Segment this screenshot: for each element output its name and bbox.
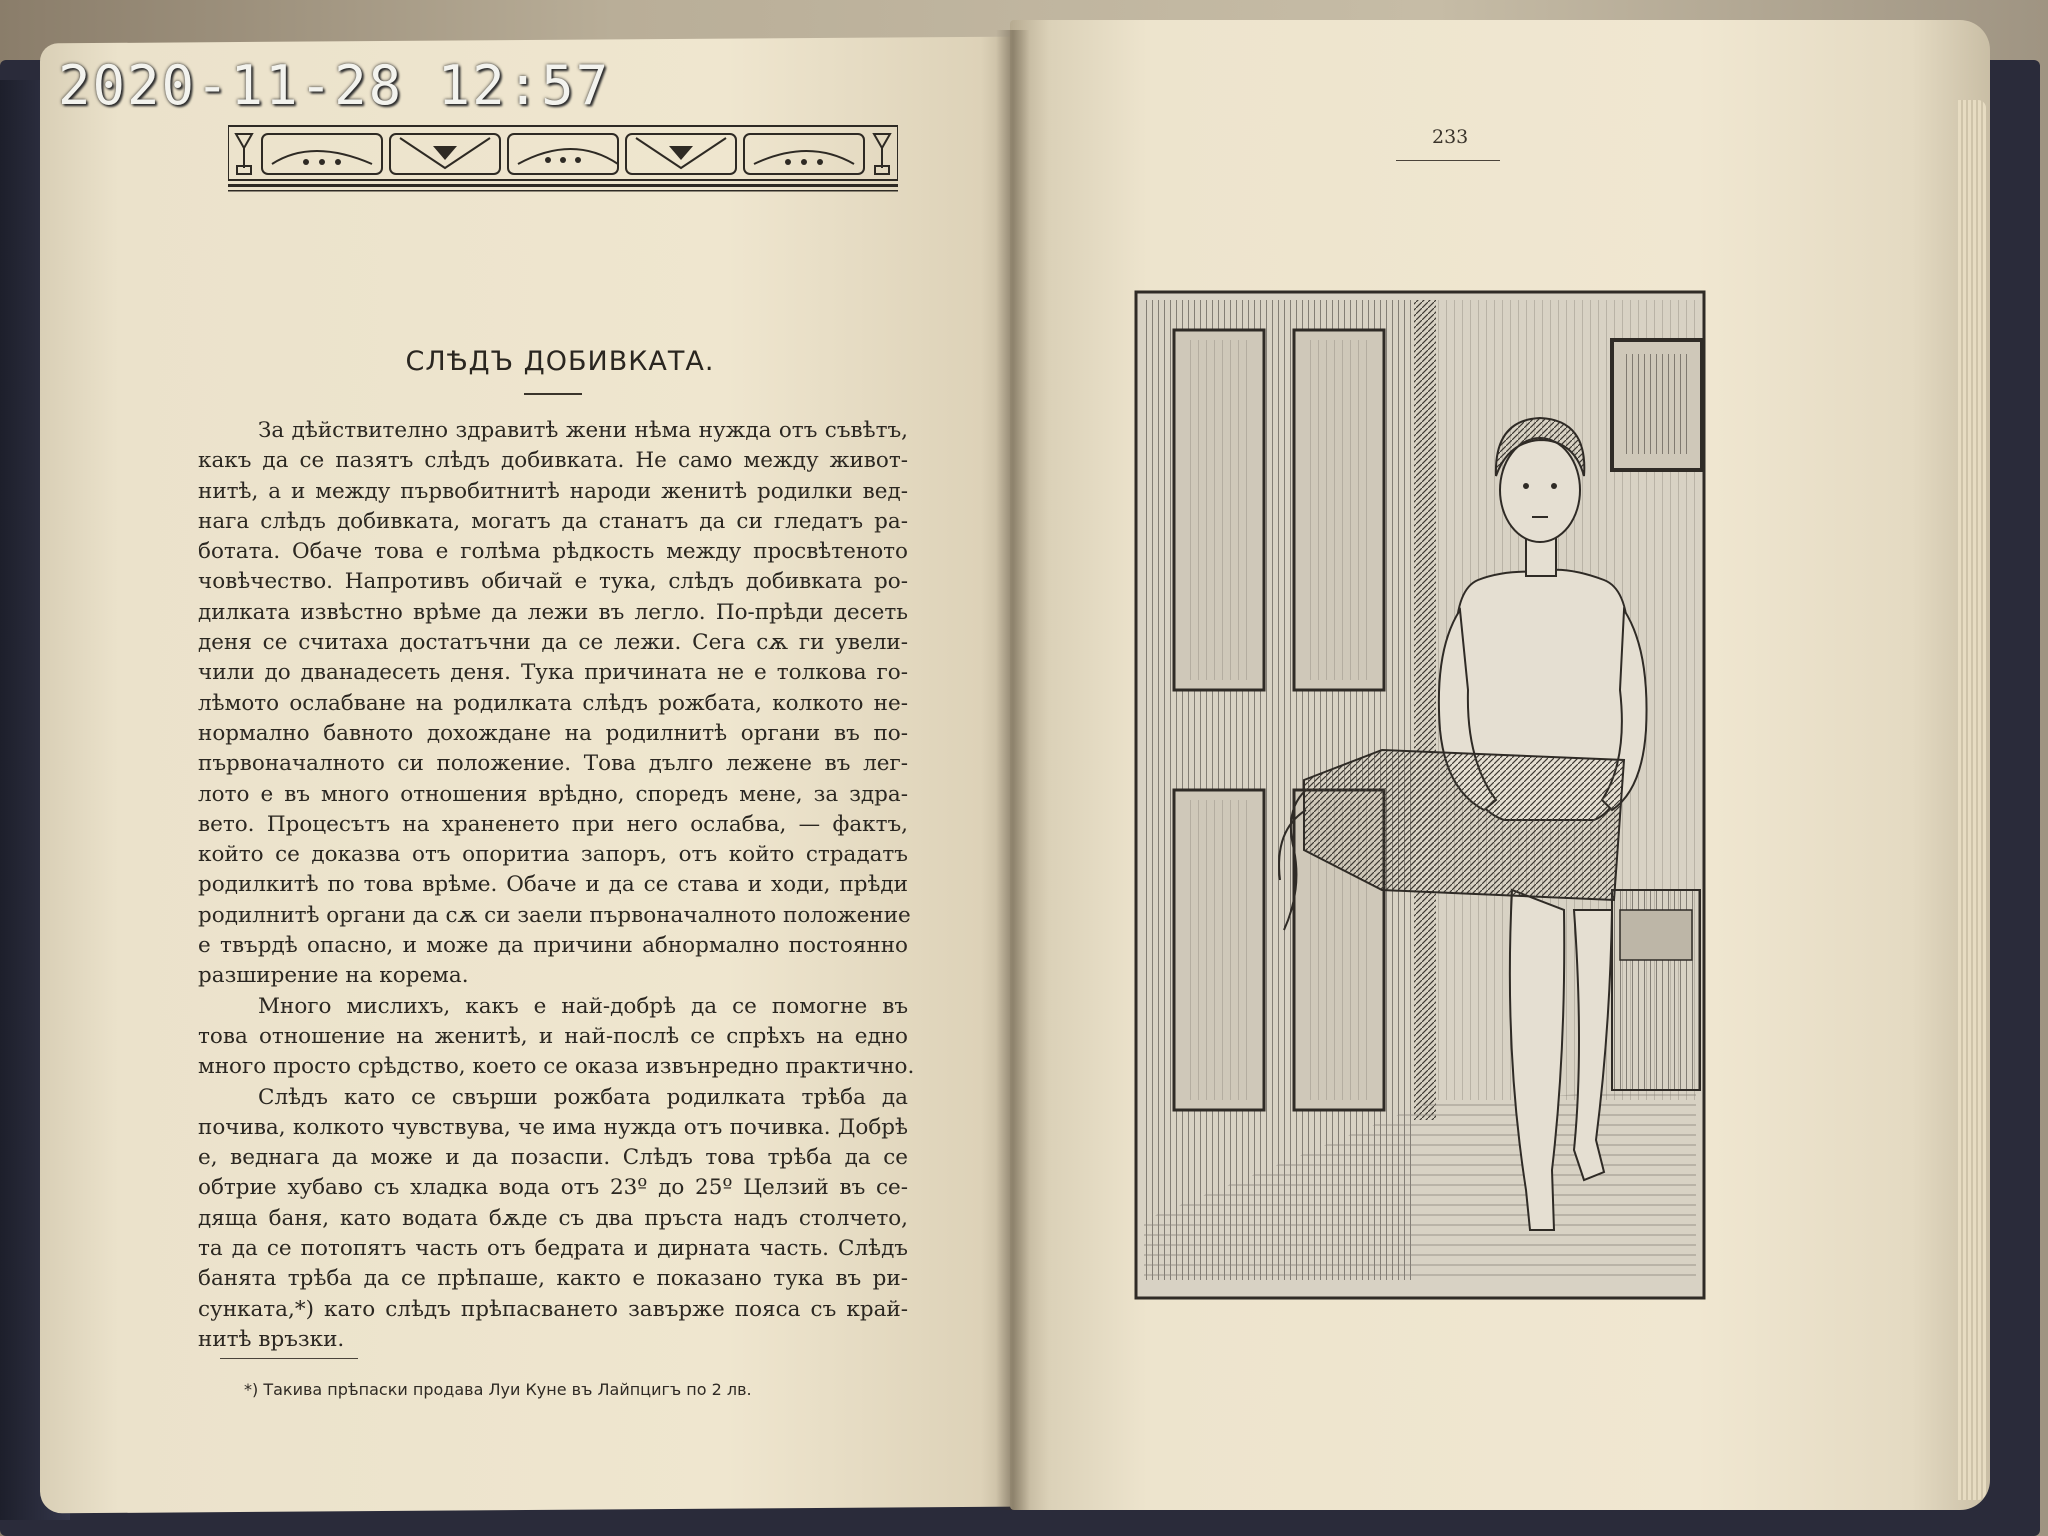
text-line: разширение на корема. bbox=[198, 963, 469, 989]
text-line: лото е въ много отношения врѣдно, споредъ мене, за здра- bbox=[198, 781, 908, 807]
text-line: дяща баня, като водата бѫде съ два пръста надъ столчето, bbox=[198, 1205, 908, 1231]
text-line: лѣмото ослабване на родилката слѣдъ рожбата, колкото не- bbox=[198, 690, 908, 716]
text-line: дилката извѣстно врѣме да лежи въ легло. По-прѣди десеть bbox=[198, 599, 908, 625]
text-line: родилкитѣ по това врѣме. Обаче и да се става и ходи, прѣди bbox=[198, 872, 908, 898]
text-line: това отношение на женитѣ, и най-послѣ се спрѣхъ на едно bbox=[198, 1023, 908, 1049]
text-line: вето. Процесътъ на храненето при него ослабва, — фактъ, bbox=[198, 811, 908, 837]
engraving-illustration bbox=[1134, 290, 1706, 1300]
text-line: нага слѣдъ добивката, могатъ да станатъ да си гледатъ ра- bbox=[198, 508, 908, 534]
text-line: който се доказва отъ опоритиа запоръ, отъ който страдатъ bbox=[198, 842, 908, 868]
page-number: 233 bbox=[1432, 126, 1469, 148]
text-line: деня се считаха достатъчни да се лежи. Сега сѫ ги увели- bbox=[198, 630, 908, 656]
text-line: Много мислихъ, какъ е най-добрѣ да се помогне въ bbox=[258, 993, 908, 1019]
page-edges bbox=[1958, 100, 1986, 1500]
chapter-heading: СЛѢДЪ ДОБИВКАТА. bbox=[405, 346, 715, 377]
heading-rule bbox=[524, 393, 582, 395]
text-line: нитѣ връзки. bbox=[198, 1326, 345, 1352]
footnote: *) Такива прѣпаски продава Луи Куне въ Лайпцигъ по 2 лв. bbox=[244, 1380, 752, 1399]
text-line: е, веднага да може и да позаспи. Слѣдъ това трѣба да се bbox=[198, 1145, 908, 1171]
text-line: обтрие хубаво съ хладка вода отъ 23º до 25º Целзий въ се- bbox=[198, 1175, 908, 1201]
text-line: почива, колкото чувствува, че има нужда отъ почивка. Добрѣ bbox=[198, 1114, 908, 1140]
text-line: нитѣ, а и между първобитнитѣ народи женитѣ родилки вед- bbox=[198, 478, 908, 504]
text-line: много просто срѣдство, което се оказа извънредно практично. bbox=[198, 1054, 915, 1080]
text-line: та да се потопятъ часть отъ бедрата и дирната часть. Слѣдъ bbox=[198, 1236, 908, 1262]
text-line: нормално бавното дохождане на родилнитѣ органи въ по- bbox=[198, 720, 908, 746]
text-line: За дѣйствително здравитѣ жени нѣма нужда отъ съвѣтъ, bbox=[258, 418, 908, 443]
body-text bbox=[198, 416, 915, 1355]
text-line: Слѣдъ като се свърши рожбата родилката трѣба да bbox=[258, 1084, 908, 1110]
text-line: сунката,*) като слѣдъ прѣпасването завърже пояса съ край- bbox=[198, 1296, 908, 1322]
text-line: първоначалното си положение. Това дълго лежене въ лег- bbox=[198, 751, 908, 777]
text-line: чили до дванадесеть деня. Тука причината не е толкова го- bbox=[198, 660, 908, 686]
spine-shadow bbox=[996, 30, 1030, 1510]
text-line: какъ да се пазятъ слѣдъ добивката. Не само между живот- bbox=[198, 448, 908, 474]
timestamp-overlay: 2020-11-28 12:57 bbox=[58, 54, 611, 117]
text-line: банята трѣба да се прѣпаше, както е показано тука въ ри- bbox=[198, 1266, 908, 1292]
footnote-rule bbox=[220, 1358, 358, 1359]
text-line: е твърдѣ опасно, и може да причини абнормално постоянно bbox=[198, 933, 908, 959]
text-line: човѣчество. Напротивъ обичай е тука, слѣдъ добивката ро- bbox=[198, 569, 908, 595]
text-line: родилнитѣ органи да сѫ си заели първоначалното положение bbox=[198, 902, 911, 928]
ornament-band bbox=[228, 124, 898, 194]
page-number-rule bbox=[1396, 160, 1500, 161]
text-line: ботата. Обаче това е голѣма рѣдкость между просвѣтеното bbox=[198, 539, 908, 565]
